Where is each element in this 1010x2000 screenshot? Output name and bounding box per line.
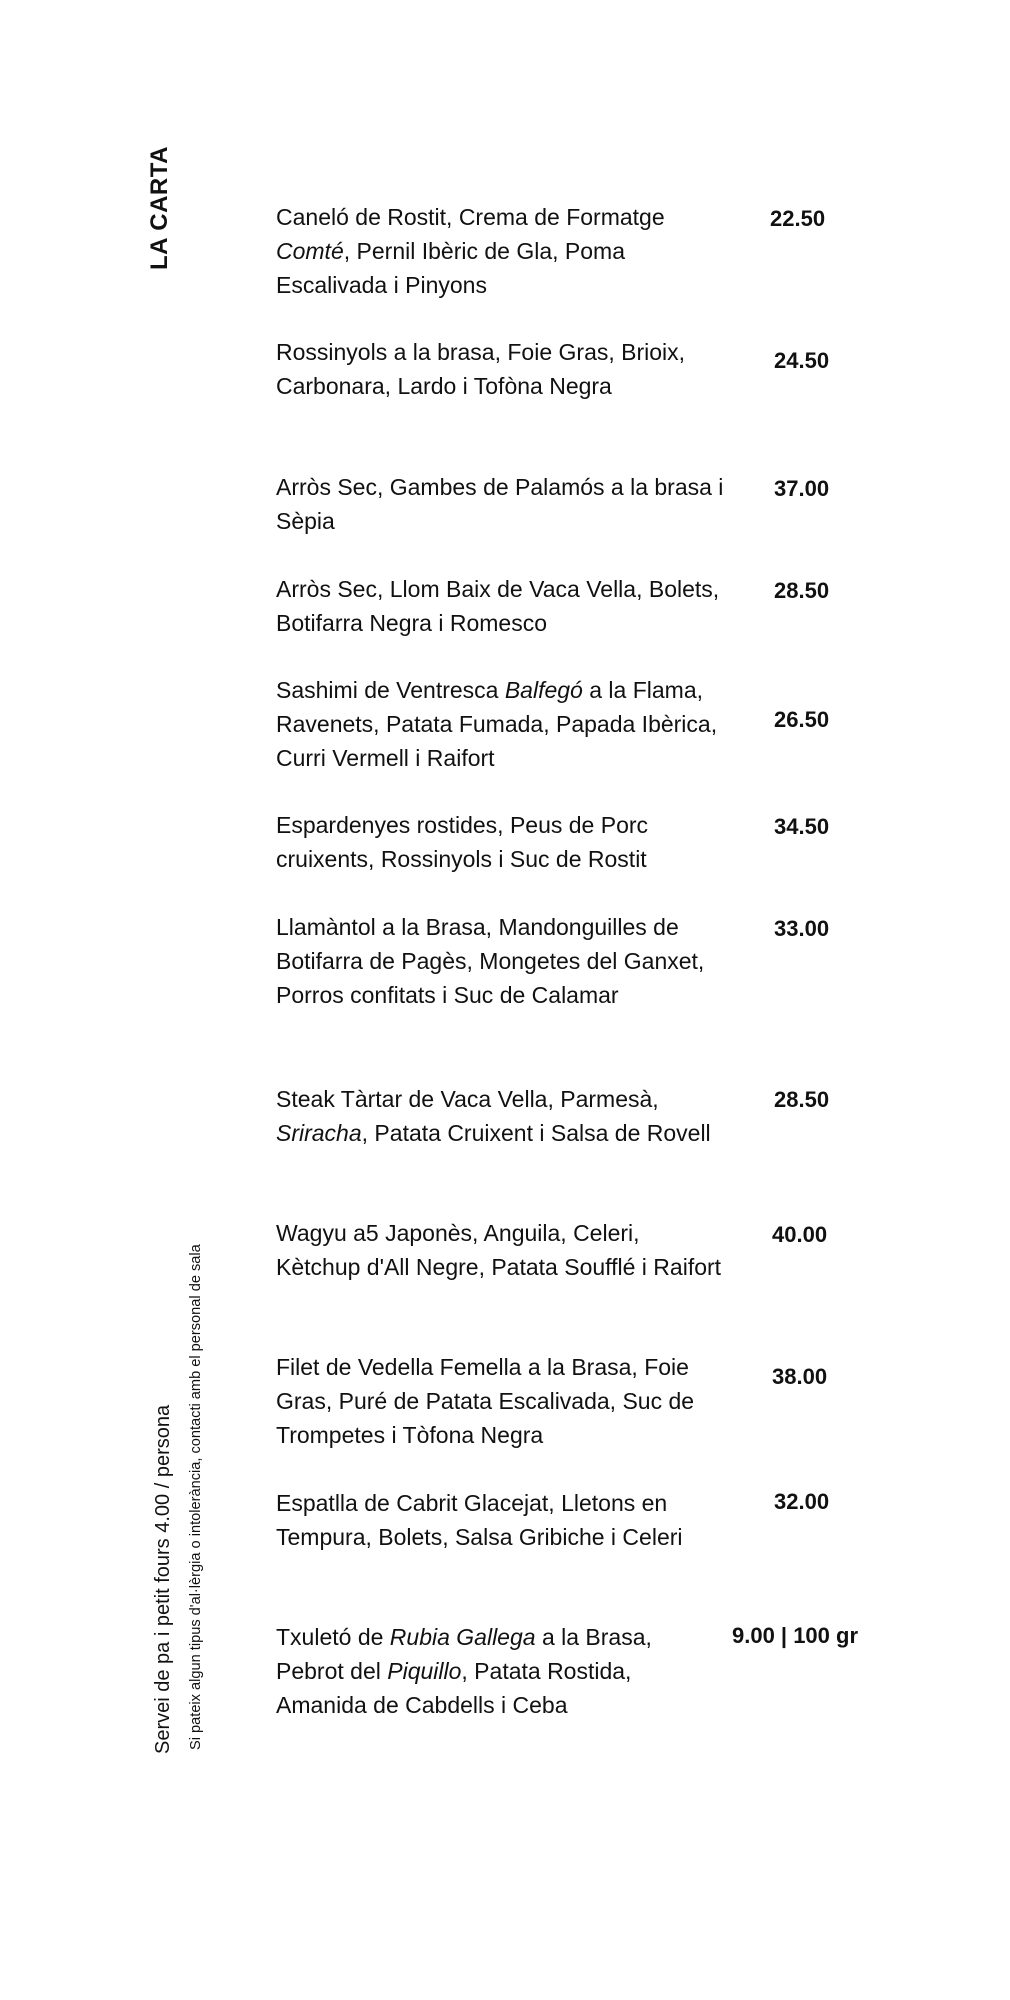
- dish-name-italic: Piquillo: [387, 1658, 462, 1684]
- menu-item: [0, 1082, 1010, 1146]
- dish-price: 26.50: [774, 707, 830, 732]
- menu-item: [0, 470, 1010, 534]
- dish-name-italic: Rubia Gallega: [389, 1624, 536, 1650]
- dish-price: 9.00 | 100 gr: [732, 1623, 859, 1648]
- menu-item: [0, 1350, 1010, 1448]
- dish-name: [276, 1486, 726, 1554]
- dish-name: [276, 673, 726, 775]
- dish-name-part: a la Brasa, Pebrot del: [276, 1624, 652, 1684]
- dish-name-part: Arròs Sec, Llom Baix de Vaca Vella, Bolets, Botifarra Negra i Romesco: [276, 576, 720, 636]
- dish-name-part: , Patata Cruixent i Salsa de Rovell: [361, 1120, 711, 1146]
- menu-item: [0, 673, 1010, 771]
- menu-item: [0, 1216, 1010, 1280]
- dish-name-italic: Comté: [276, 238, 344, 264]
- dish-price: 34.50: [774, 814, 830, 839]
- dish-price: 40.00: [772, 1222, 828, 1247]
- dish-name-part: , Patata Rostida, Amanida de Cabdells i Ceba: [276, 1658, 632, 1718]
- page-title: LA CARTA: [146, 146, 173, 270]
- dish-price: 28.50: [774, 578, 830, 603]
- dish-name: [276, 910, 726, 1012]
- dish-name-part: Rossinyols a la brasa, Foie Gras, Brioix, Carbonara, Lardo i Tofòna Negra: [276, 339, 686, 399]
- dish-name-part: Filet de Vedella Femella a la Brasa, Foie Gras, Puré de Patata Escalivada, Suc de Trompetes i Tòfona Negra: [276, 1354, 695, 1448]
- dish-name: [276, 470, 726, 538]
- dish-name-part: Steak Tàrtar de Vaca Vella, Parmesà,: [276, 1086, 659, 1112]
- dish-name: [276, 200, 726, 302]
- dish-name-part: Espatlla de Cabrit Glacejat, Lletons en Tempura, Bolets, Salsa Gribiche i Celeri: [276, 1490, 683, 1550]
- bread-service-note: Servei de pa i petit fours 4.00 / persona: [152, 1404, 174, 1754]
- dish-price: 33.00: [774, 916, 830, 941]
- dish-name-part: Llamàntol a la Brasa, Mandonguilles de Botifarra de Pagès, Mongetes del Ganxet, Porros confitats i Suc de Calamar: [276, 914, 705, 1008]
- dish-price: 22.50: [770, 206, 826, 231]
- dish-price: 24.50: [774, 348, 830, 373]
- dish-name: [276, 808, 726, 876]
- dish-price: 32.00: [774, 1489, 830, 1514]
- dish-name: [276, 1082, 726, 1150]
- dish-name-part: Arròs Sec, Gambes de Palamós a la brasa i Sèpia: [276, 474, 724, 534]
- dish-price: 28.50: [774, 1087, 830, 1112]
- menu-item: [0, 808, 1010, 872]
- menu-item: [0, 1620, 1010, 1718]
- dish-name-italic: Sriracha: [276, 1120, 362, 1146]
- dish-name: [276, 1216, 726, 1284]
- dish-name: [276, 335, 726, 403]
- dish-name: [276, 1620, 726, 1722]
- dish-price: 37.00: [774, 476, 830, 501]
- menu-item: [0, 335, 1010, 399]
- dish-name-part: Wagyu a5 Japonès, Anguila, Celeri, Kètchup d'All Negre, Patata Soufflé i Raifort: [276, 1220, 722, 1280]
- allergy-note: Si pateix algun tipus d'al·lèrgia o intolerància, contacti amb el personal de sala: [188, 1244, 204, 1750]
- menu-item: [0, 910, 1010, 1008]
- dish-name: [276, 572, 726, 640]
- dish-name-part: Txuletó de: [276, 1624, 390, 1650]
- dish-name-part: Espardenyes rostides, Peus de Porc cruixents, Rossinyols i Suc de Rostit: [276, 812, 649, 872]
- menu-item: [0, 572, 1010, 636]
- dish-name-part: a la Flama, Ravenets, Patata Fumada, Papada Ibèrica, Curri Vermell i Raifort: [276, 677, 718, 771]
- dish-name-part: , Pernil Ibèric de Gla, Poma Escalivada i Pinyons: [276, 238, 625, 298]
- menu-item: [0, 1486, 1010, 1550]
- dish-name: [276, 1350, 726, 1452]
- dish-name-part: Sashimi de Ventresca: [276, 677, 505, 703]
- dish-name-part: Caneló de Rostit, Crema de Formatge: [276, 204, 665, 230]
- dish-name-italic: Balfegó: [504, 677, 583, 703]
- dish-price: 38.00: [772, 1364, 828, 1389]
